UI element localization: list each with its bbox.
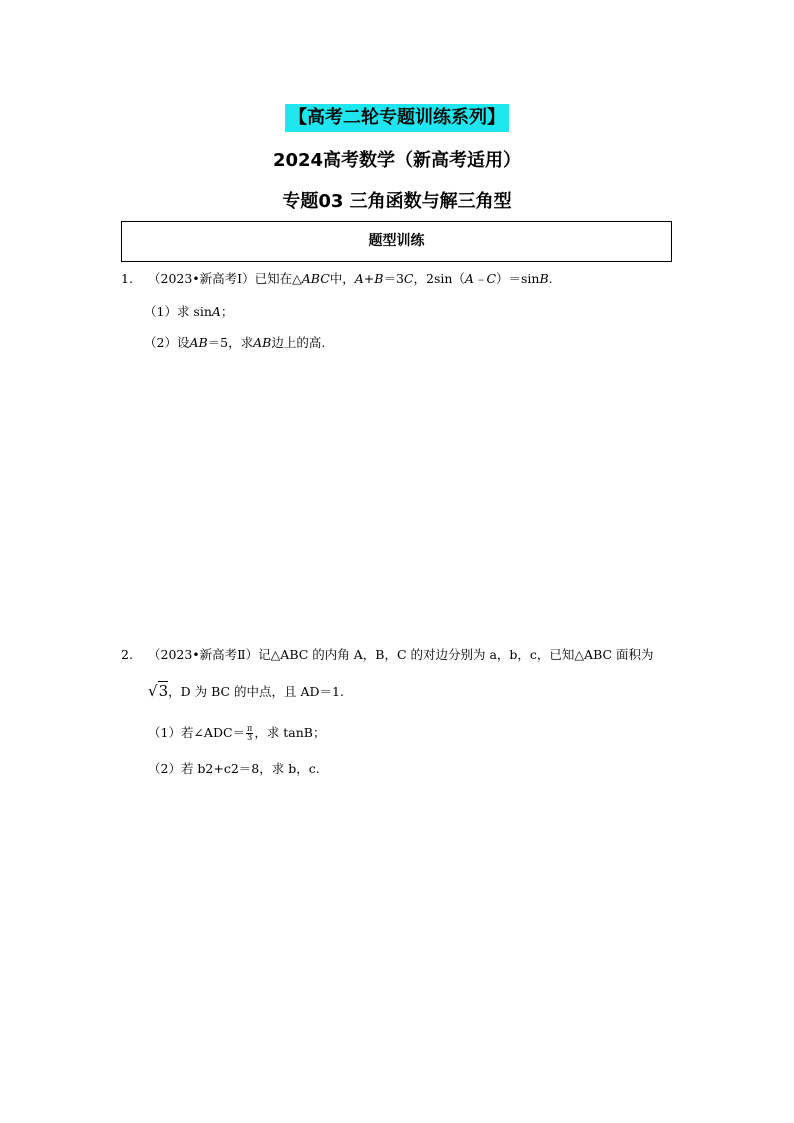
question-2-stem-line-2 xyxy=(148,682,344,701)
question-2-part-2: （2）若 b2+c2＝8，求 b，c. xyxy=(148,761,320,776)
sqrt-sign: √ xyxy=(148,682,158,700)
topic-title: 专题03 三角函数与解三角型 xyxy=(282,191,512,212)
q1-part1-text: （1）求 sin xyxy=(144,304,212,319)
section-label: 题型训练 xyxy=(368,233,425,249)
sqrt-radicand: 3 xyxy=(158,682,169,700)
q2-line2-text: ，D 为 BC 的中点，且 AD＝1. xyxy=(168,684,344,699)
q1-text: . xyxy=(548,271,553,286)
q1-part2-text: 边上的高. xyxy=(271,335,326,350)
q1-part2-text: ＝5，求 xyxy=(207,335,254,350)
q2-part1-text: （1）若∠ADC＝ xyxy=(148,725,246,740)
q1-var: A+B xyxy=(354,271,384,286)
question-1-number: 1. xyxy=(121,271,133,286)
section-header-box xyxy=(121,221,672,262)
q1-text: ）＝sin xyxy=(496,271,540,286)
question-1-stem xyxy=(148,270,553,288)
question-2-part-1 xyxy=(148,724,326,742)
q1-part2-var: AB xyxy=(253,335,272,350)
q1-var: ABC xyxy=(301,271,330,286)
fraction-denominator: 3 xyxy=(247,733,253,742)
sqrt-expression xyxy=(148,681,168,700)
q1-var: B xyxy=(539,271,549,286)
q1-part1-text: ； xyxy=(220,304,234,319)
q1-text: 中， xyxy=(329,271,355,286)
question-2-stem-line-1: （2023•新高考Ⅱ）记△ABC 的内角 A，B，C 的对边分别为 a，b，c，已知△ABC 面积为 xyxy=(148,647,654,662)
q1-part2-text: （2）设 xyxy=(144,335,190,350)
question-2-number: 2. xyxy=(121,647,133,662)
question-1-part-1 xyxy=(144,303,233,321)
q1-text: 已知在△ xyxy=(254,271,302,286)
q2-part1-text: ，求 tanB； xyxy=(254,725,326,740)
series-title: 【高考二轮专题训练系列】 xyxy=(285,104,509,132)
q1-part1-var: A xyxy=(211,304,221,319)
q1-var: A﹣C xyxy=(464,271,497,286)
fraction-numerator: π xyxy=(247,724,253,733)
q1-text: ，2sin（ xyxy=(413,271,465,286)
fraction-pi-over-3 xyxy=(246,725,253,742)
main-title: 2024高考数学（新高考适用） xyxy=(272,150,522,171)
question-1-source: （2023•新高考Ⅰ） xyxy=(148,271,255,286)
q1-var: C xyxy=(403,271,414,286)
q1-text: ＝3 xyxy=(383,271,404,286)
question-1-part-2 xyxy=(144,334,325,352)
q1-part2-var: AB xyxy=(189,335,208,350)
